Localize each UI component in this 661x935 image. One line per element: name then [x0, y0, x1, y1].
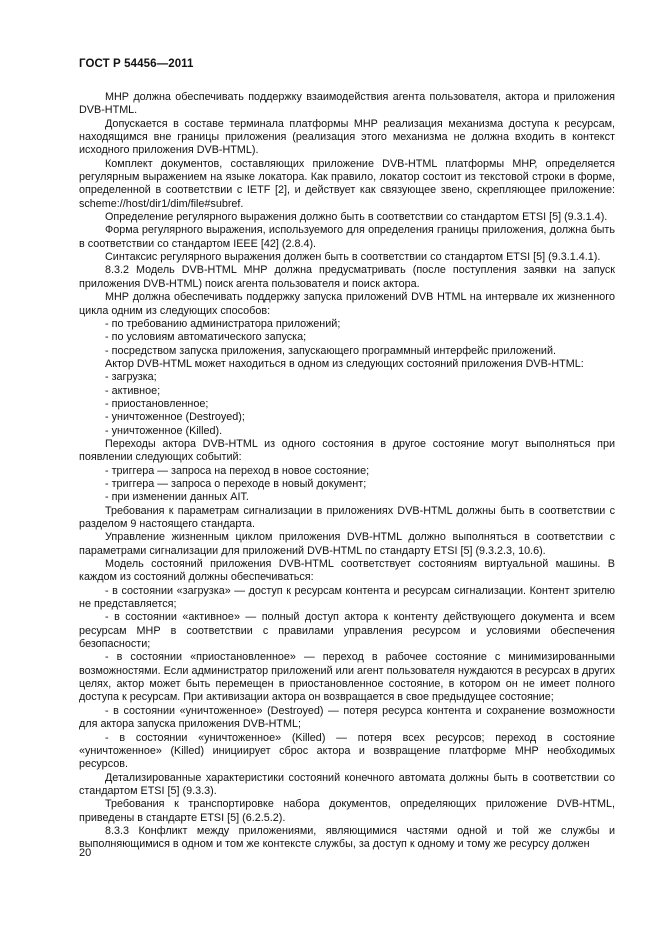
paragraph: - в состоянии «загрузка» — доступ к ресурсам контента и ресурсам сигнализации. Контент зрителю не представляется;	[79, 584, 615, 611]
paragraph: Управление жизненным циклом приложения DVB-HTML должно выполняться в соответствии с параметрами сигнализации для приложений DVB-HTML по стандарту ETSI [5] (9.3.2.3, 10.6).	[79, 531, 615, 557]
paragraph: - при изменении данных AIT.	[105, 491, 249, 504]
paragraph: - по условиям автоматического запуска;	[105, 331, 307, 344]
paragraph: Синтаксис регулярного выражения должен быть в соответствии со стандартом ETSI [5] (9.3.1.4.1).	[105, 251, 601, 264]
paragraph: - активное;	[105, 384, 161, 397]
paragraph: Комплект документов, составляющих приложение DVB-HTML платформы МНР, определяется регулярным выражением на языке локатора. Как правило, локатор состоит из текстовой строки в форме, определенной в соответствии с IETF [2], и действует как связующее звено, скрепляющее приложение: scheme://host/dir1/dim/file#subref.	[79, 157, 615, 210]
paragraph: МНР должна обеспечивать поддержку взаимодействия агента пользователя, актора и приложения DVB-HTML.	[79, 91, 615, 117]
paragraph: - приостановленное;	[105, 397, 209, 410]
document-body	[79, 91, 615, 852]
paragraph: - посредством запуска приложения, запускающего программный интерфейс приложений.	[105, 344, 556, 357]
paragraph: Требования к параметрам сигнализации в приложениях DVB-HTML должны быть в соответствии с разделом 9 настоящего стандарта.	[79, 504, 615, 530]
paragraph: Актор DVB-HTML может находиться в одном из следующих состояний приложения DVB-HTML:	[105, 357, 584, 370]
paragraph: - загрузка;	[105, 371, 157, 384]
paragraph: - уничтоженное (Killed).	[105, 424, 223, 437]
paragraph: МНР должна обеспечивать поддержку запуска приложений DVB HTML на интервале их жизненного цикла одним из следующих способов:	[79, 291, 615, 317]
paragraph: - триггера — запроса на переход в новое состояние;	[105, 464, 370, 477]
paragraph: - уничтоженное (Destroyed);	[105, 411, 245, 424]
paragraph: - в состоянии «уничтоженное» (Killed) — потеря всех ресурсов; переход в состояние «уничтоженное» (Killed) инициирует сброс актора и возвращение платформе МНР необходимых ресурсов.	[79, 731, 615, 771]
paragraph: Форма регулярного выражения, используемого для определения границы приложения, должна быть в соответствии со стандартом IEEE [42] (2.8.4).	[79, 224, 615, 250]
paragraph: Определение регулярного выражения должно быть в соответствии со стандартом ETSI [5] (9.3.1.4).	[105, 211, 608, 224]
paragraph: - в состоянии «приостановленное» — переход в рабочее состояние с минимизированными возможностями. Если администратор приложений или агент пользователя нуждаются в ресурсах в других целях, актор может быть перемещен в приостановленное состояние, в котором он не имеет полного доступа к ресурсам. При активизации актора он возвращается в свое предыдущее состояние;	[79, 651, 615, 704]
page-number: 20	[79, 847, 92, 859]
paragraph: 8.3.2 Модель DVB-HTML МНР должна предусматривать (после поступления заявки на запуск приложения DVB-HTML) поиск агента пользователя и поиск актора.	[79, 264, 615, 290]
paragraph: Детализированные характеристики состояний конечного автомата должны быть в соответствии со стандартом ETSI [5] (9.3.3).	[79, 771, 615, 797]
paragraph: - в состоянии «активное» — полный доступ актора к контенту действующего документа и всем ресурсам МНР в соответствии с правилами управления ресурсом и условиями обеспечения безопасности;	[79, 611, 615, 651]
paragraph: Требования к транспортировке набора документов, определяющих приложение DVB-HTML, приведены в стандарте ETSI [5] (6.2.5.2).	[79, 798, 615, 824]
paragraph: - в состоянии «уничтоженное» (Destroyed) — потеря ресурса контента и сохранение возможности для актора запуска приложения DVB-HTML;	[79, 704, 615, 731]
paragraph: Модель состояний приложения DVB-HTML соответствует состояниям виртуальной машины. В каждом из состояний должны обеспечиваться:	[79, 558, 615, 584]
paragraph: - триггера — запроса о переходе в новый документ;	[105, 477, 367, 490]
paragraph: 8.3.3 Конфликт между приложениями, являющимися частями одной и той же службы и выполняющимися в одном и том же контексте службы, за доступ к одному и тому же ресурсу должен	[79, 824, 615, 851]
paragraph: Допускается в составе терминала платформы МНР реализация механизма доступа к ресурсам, находящимся вне границы приложения (реализация этого механизма не должна входить в контекст исходного приложения DVB-HTML).	[79, 117, 615, 157]
standard-header: ГОСТ Р 54456—2011	[79, 58, 194, 70]
paragraph: Переходы актора DVB-HTML из одного состояния в другое состояние могут выполняться при появлении следующих событий:	[79, 437, 615, 464]
paragraph: - по требованию администратора приложений;	[105, 317, 341, 330]
